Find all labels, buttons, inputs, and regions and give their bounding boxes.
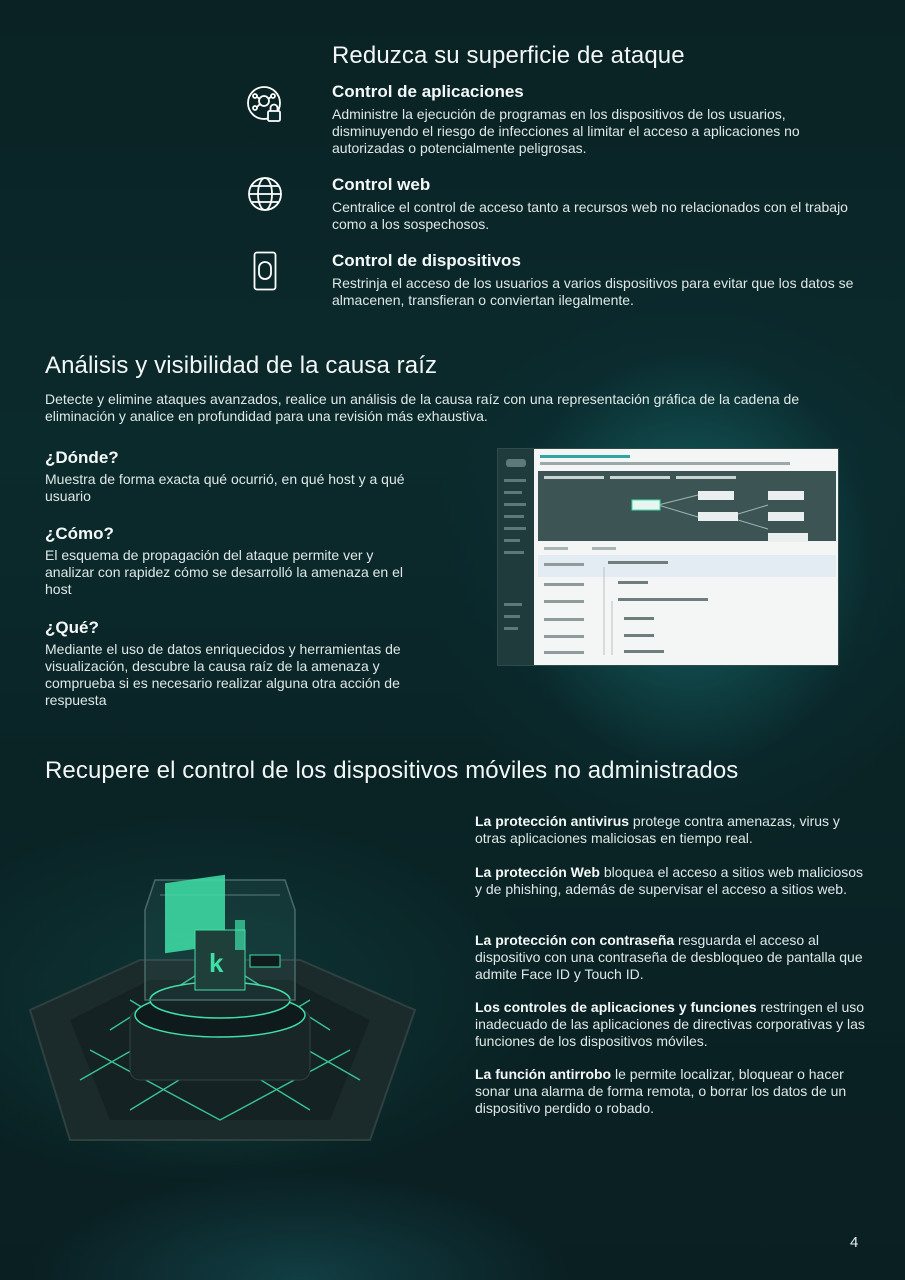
attack-surface-title: Reduzca su superficie de ataque	[332, 42, 685, 69]
mobile-item-password: La protección con contraseña resguarda el acceso al dispositivo con una contraseña de desbloqueo de pantalla que admite Face ID y Touch ID.	[475, 932, 863, 982]
question-what-text: Mediante el uso de datos enriquecidos y herramientas de visualización, descubre la causa raíz de la amenaza y comprueba si es necesario realizar alguna otra acción de respuesta	[45, 641, 401, 708]
question-where-title: ¿Dónde?	[45, 448, 119, 467]
globe-icon	[247, 176, 283, 212]
svg-text:k: k	[209, 948, 224, 978]
root-cause-intro: Detecte y elimine ataques avanzados, realice un análisis de la causa raíz con una representación gráfica de la cadena de eliminación y analice en profundidad para una revisión más exhaustiva.	[45, 391, 800, 424]
kaspersky-device-illustration	[10, 850, 430, 1175]
feature-text-device-control: Restrinja el acceso de los usuarios a varios dispositivos para evitar que los datos se almacenen, transfieran o conviertan ilegalmente.	[332, 275, 854, 308]
device-icon	[253, 251, 277, 291]
feature-title-device-control: Control de dispositivos	[332, 251, 521, 270]
page-number: 4	[850, 1234, 859, 1251]
app-control-lock-icon	[246, 85, 284, 125]
question-where-text: Muestra de forma exacta qué ocurrió, en qué host y a qué usuario	[45, 471, 405, 504]
root-cause-title: Análisis y visibilidad de la causa raíz	[45, 352, 438, 379]
question-how-text: El esquema de propagación del ataque permite ver y analizar con rapidez cómo se desarrolló la amenaza en el host	[45, 547, 403, 597]
feature-text-app-control: Administre la ejecución de programas en los dispositivos de los usuarios, disminuyendo el riesgo de infecciones al limitar el acceso a aplicaciones no autorizadas o potencialmente peligrosas.	[332, 106, 800, 156]
mobile-title: Recupere el control de los dispositivos móviles no administrados	[45, 757, 739, 784]
feature-title-app-control: Control de aplicaciones	[332, 82, 524, 101]
mobile-item-app-controls: Los controles de aplicaciones y funciones restringen el uso inadecuado de las aplicaciones de directivas corporativas y las funciones de los dispositivos móviles.	[475, 999, 865, 1049]
question-how-title: ¿Cómo?	[45, 524, 114, 543]
root-cause-screenshot	[497, 448, 839, 666]
mobile-item-web: La protección Web bloquea el acceso a sitios web maliciosos y de phishing, además de supervisar el acceso a sitios web.	[475, 864, 864, 897]
mobile-item-antivirus: La protección antivirus protege contra amenazas, virus y otras aplicaciones maliciosas en tiempo real.	[475, 813, 840, 846]
mobile-item-anti-theft: La función antirrobo le permite localizar, bloquear o hacer sonar una alarma de forma remota, o borrar los datos de un dispositivo perdido o robado.	[475, 1066, 847, 1116]
feature-title-web-control: Control web	[332, 175, 431, 194]
question-what-title: ¿Qué?	[45, 618, 99, 637]
feature-text-web-control: Centralice el control de acceso tanto a recursos web no relacionados con el trabajo como a los sospechosos.	[332, 199, 848, 232]
